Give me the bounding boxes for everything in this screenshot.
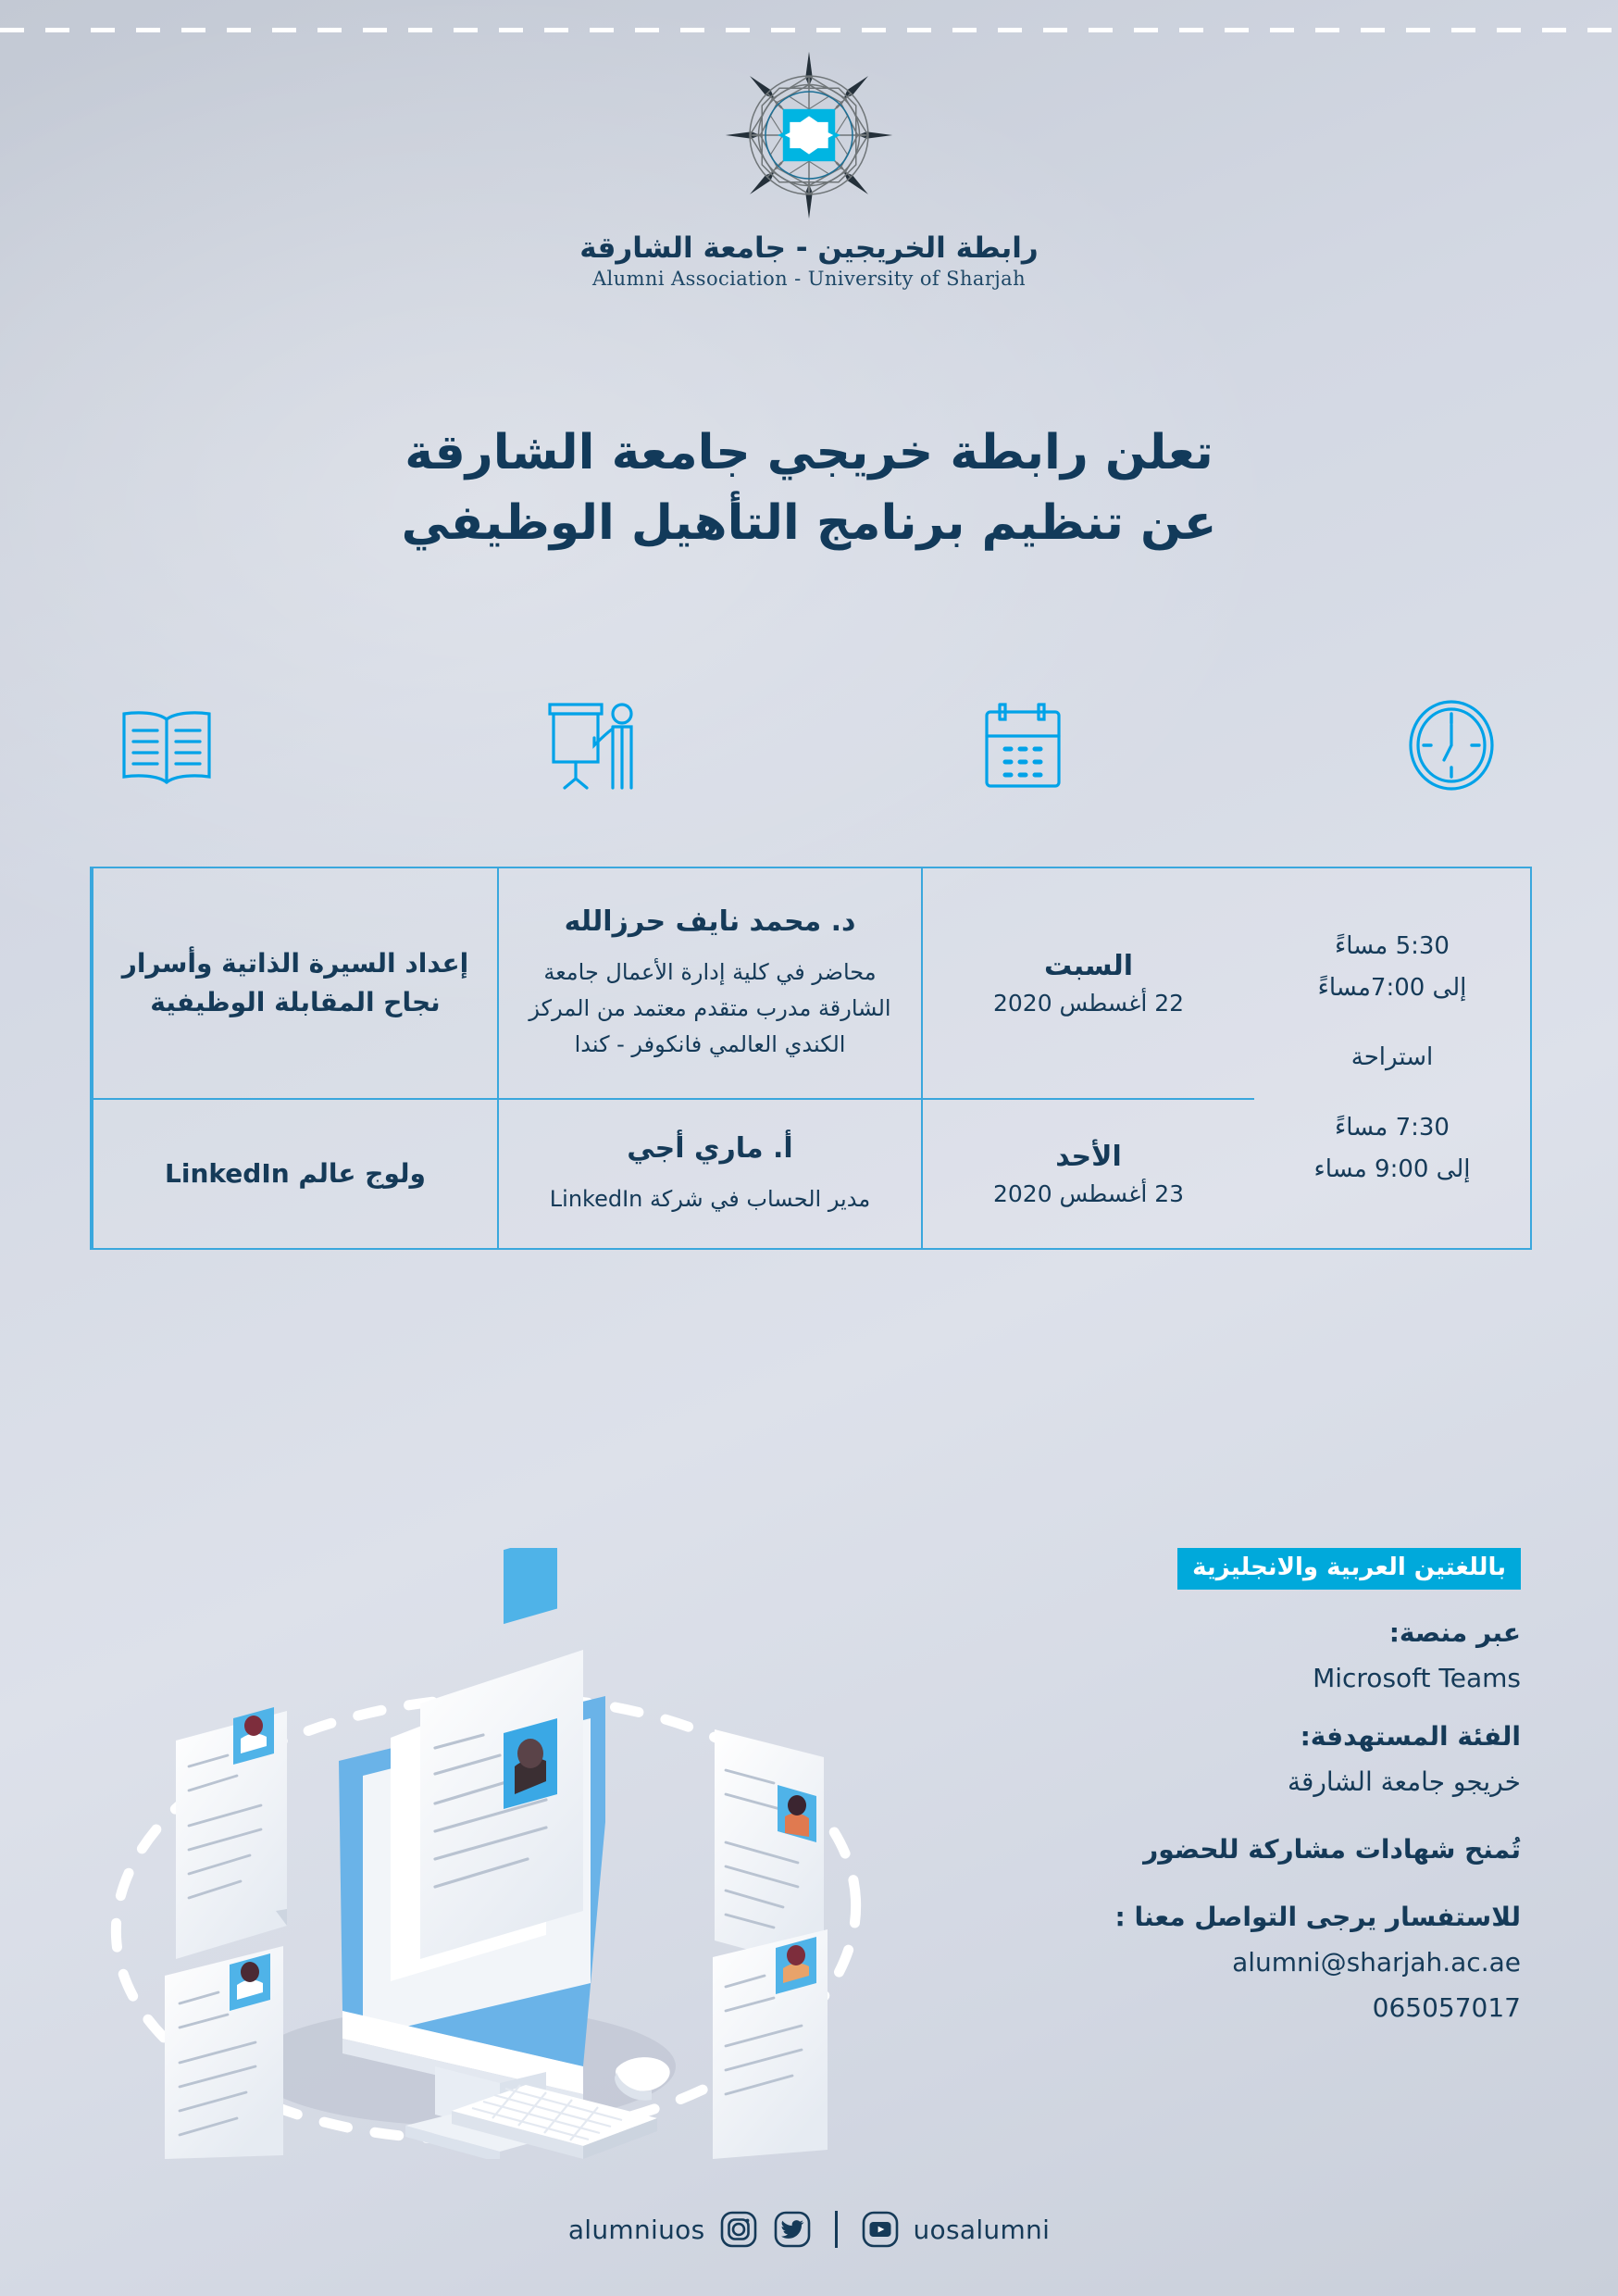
- speaker-role: محاضر في كلية إدارة الأعمال جامعة الشارقة مدرب متقدم معتمد من المركز الكندي العالمي فانكوفر - كندا: [529, 959, 891, 1057]
- islamic-star-rosette-logo: [722, 48, 896, 222]
- topic-cell: إعداد السيرة الذاتية وأسرار نجاح المقابلة الوظيفية: [121, 948, 469, 1017]
- time-cell: [1254, 868, 1530, 1248]
- day-name: السبت: [1043, 950, 1134, 982]
- session2-start-time: 7:30 مساءً: [1335, 1113, 1450, 1142]
- calendar-icon: [930, 690, 1115, 792]
- break-label: استراحة: [1350, 1043, 1434, 1072]
- contact-label: للاستفسار يرجى التواصل معنا :: [1114, 1901, 1521, 1932]
- brand-logo-block: [0, 48, 1618, 290]
- open-book-icon: [74, 690, 259, 792]
- session2-end-time: إلى 9:00 مساء: [1313, 1154, 1471, 1183]
- contact-email[interactable]: alumni@sharjah.ac.ae: [1232, 1946, 1521, 1978]
- session1-end-time: إلى 7:00مساءً: [1317, 974, 1467, 1003]
- youtube-icon[interactable]: [860, 2209, 901, 2250]
- social-handle-right: uosalumni: [913, 2214, 1051, 2245]
- brand-name-english: Alumni Association - University of Sharjah: [591, 268, 1027, 290]
- platform-label: عبر منصة:: [1388, 1616, 1521, 1648]
- headline-line-2: عن تنظيم برنامج التأهيل الوظيفي: [401, 494, 1217, 551]
- table-row: [923, 1100, 1254, 1248]
- feature-icon-strip: [74, 690, 1544, 792]
- table-row: [499, 868, 921, 1100]
- table-row: [93, 1100, 497, 1248]
- speaker-name: د. محمد نايف حرزالله: [564, 905, 856, 939]
- social-footer: [0, 2209, 1618, 2250]
- presenter-trainer-icon: [503, 690, 688, 792]
- social-handle-left: alumniuos: [567, 2214, 705, 2245]
- speaker-name: أ. ماري أجي: [627, 1132, 793, 1166]
- headline-line-1: تعلن رابطة خريجي جامعة الشارقة: [404, 425, 1214, 480]
- audience-value: خريجو جامعة الشارقة: [1288, 1766, 1521, 1797]
- table-column-speaker: [497, 868, 921, 1248]
- table-row: [93, 868, 497, 1100]
- date-value: 23 أغسطس 2020: [992, 1180, 1185, 1207]
- schedule-table: [90, 867, 1532, 1250]
- table-column-date: [921, 868, 1254, 1248]
- day-name: الأحد: [1055, 1141, 1122, 1173]
- table-row: [923, 868, 1254, 1100]
- twitter-icon[interactable]: [772, 2209, 813, 2250]
- platform-value: Microsoft Teams: [1313, 1662, 1521, 1693]
- audience-label: الفئة المستهدفة:: [1300, 1720, 1521, 1752]
- isometric-desktop-cv-documents-illustration: [65, 1548, 926, 2159]
- table-column-topic: [92, 868, 497, 1248]
- date-value: 22 أغسطس 2020: [992, 990, 1185, 1017]
- top-dashed-rule: [0, 28, 1618, 32]
- instagram-icon[interactable]: [718, 2209, 759, 2250]
- brand-name-arabic: رابطة الخريجين - جامعة الشارقة: [579, 231, 1039, 265]
- event-info-block: [947, 1548, 1521, 2023]
- footer-divider: [835, 2211, 838, 2248]
- table-column-time: [1254, 868, 1530, 1248]
- topic-cell: ولوج عالم LinkedIn: [165, 1158, 426, 1189]
- speaker-role: مدير الحساب في شركة LinkedIn: [549, 1186, 871, 1213]
- certificate-note: تُمنح شهادات مشاركة للحضور: [1143, 1833, 1521, 1865]
- contact-phone[interactable]: 065057017: [1372, 1991, 1521, 2023]
- session1-start-time: 5:30 مساءً: [1335, 931, 1450, 960]
- page-title: [0, 418, 1618, 559]
- language-badge: باللغتين العربية والانجليزية: [1177, 1548, 1521, 1590]
- clock-icon: [1359, 690, 1544, 792]
- table-row: [499, 1100, 921, 1248]
